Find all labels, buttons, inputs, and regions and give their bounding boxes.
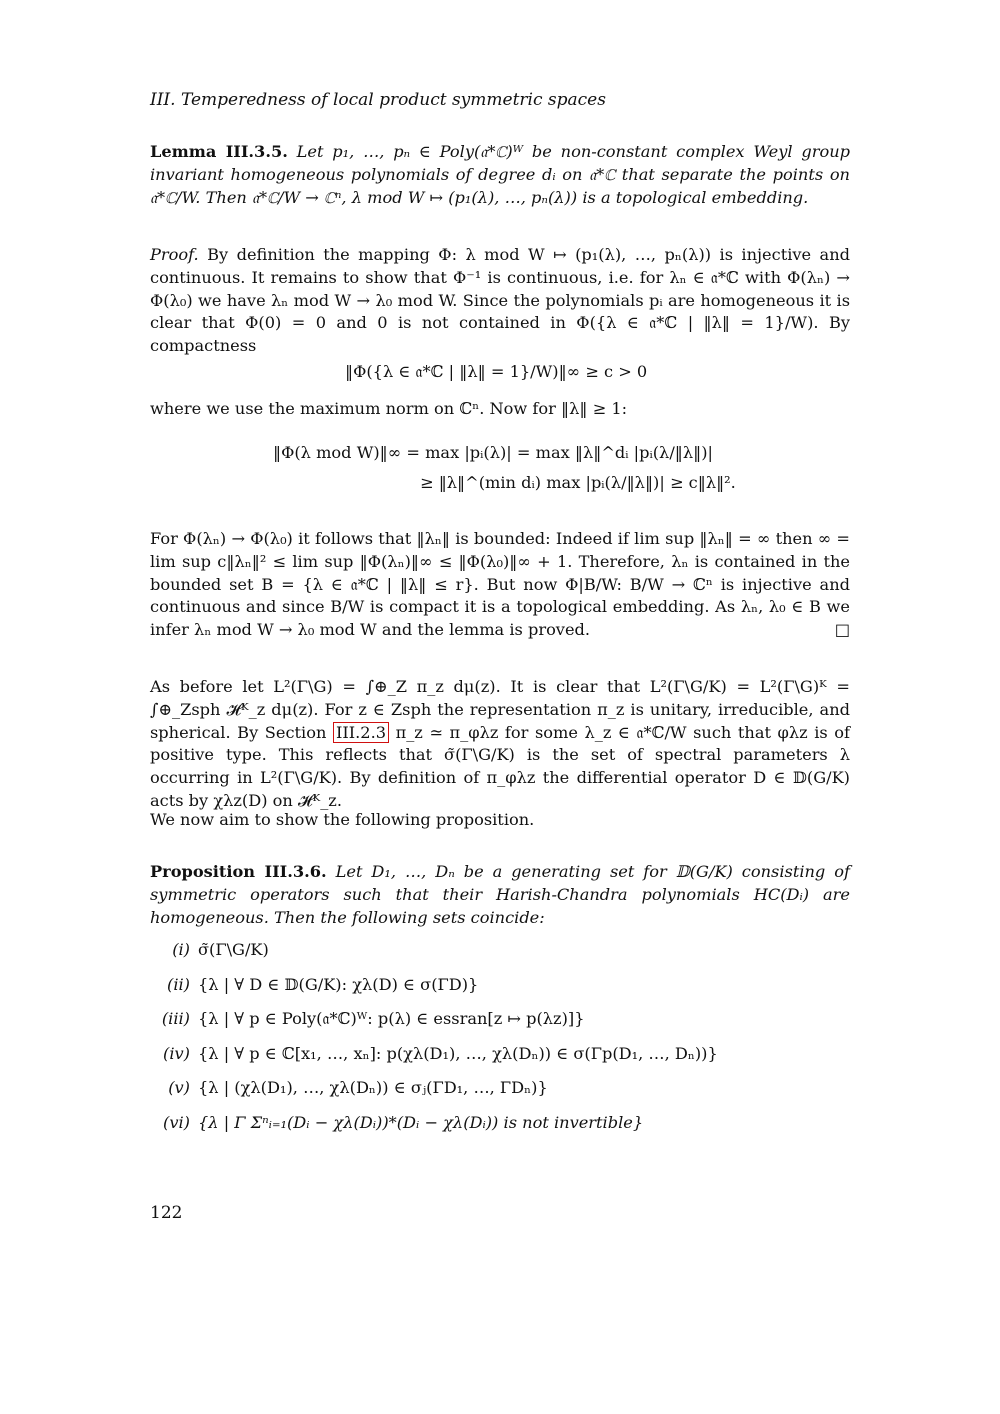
item-text: {λ | (χλ(D₁), …, χλ(Dₙ)) ∈ σⱼ(ΓD₁, …, ΓDₙ)} — [198, 1078, 548, 1097]
item-text: σ̃(Γ\G/K) — [198, 940, 269, 959]
proposition-text: Let D₁, …, Dₙ be a generating set for 𝔻(G/K) consisting of symmetric operators such that their Harish-Chandra polynomials HC(Dᵢ) are homogeneous. Then the following sets coincide: — [150, 862, 850, 927]
item-text: {λ | ∀ p ∈ ℂ[x₁, …, xₙ]: p(χλ(D₁), …, χλ(Dₙ)) ∈ σ(Γp(D₁, …, Dₙ))} — [198, 1043, 718, 1063]
equation-norm-line-2: ≥ ‖λ‖^(min dᵢ) max |pᵢ(λ/‖λ‖)| ≥ c‖λ‖². — [420, 473, 736, 492]
running-header: III. Temperedness of local product symmetric spaces — [150, 90, 606, 110]
proof-paragraph-1 — [150, 244, 850, 358]
proof-label: Proof. — [150, 245, 199, 264]
proof-text-1: By definition the mapping Φ: λ mod W ↦ (p₁(λ), …, pₙ(λ)) is injective and continuous. It remains to show that Φ⁻¹ is continuous, i.e. for λₙ ∈ 𝔞*ℂ with Φ(λₙ) → Φ(λ₀) we have λₙ mod W → λ₀ mod W. Since the polynomials pᵢ are homogeneous it is clear that Φ(0) = 0 and 0 is not contained in Φ({λ ∈ 𝔞*ℂ | ‖λ‖ = 1}/W). By compactness — [150, 245, 850, 356]
proof-paragraph-2: where we use the maximum norm on ℂⁿ. Now for ‖λ‖ ≥ 1: — [150, 399, 628, 418]
proposition-block — [150, 861, 850, 929]
item-label: (ii) — [167, 974, 190, 994]
proof-paragraph-3 — [150, 528, 850, 642]
item-label: (v) — [168, 1078, 190, 1097]
lemma-block — [150, 141, 850, 209]
lemma-label: Lemma III.3.5. — [150, 142, 288, 161]
proof-text-3: For Φ(λₙ) → Φ(λ₀) it follows that ‖λₙ‖ is bounded: Indeed if lim sup ‖λₙ‖ = ∞ then ∞ = lim sup c‖λₙ‖² ≤ lim sup ‖Φ(λₙ)‖∞ ≤ ‖Φ(λ₀)‖∞ + 1. Therefore, λₙ is contained in the bounded set B = {λ ∈ 𝔞*ℂ | ‖λ‖ ≤ r}. But now Φ|B/W: B/W → ℂⁿ is injective and continuous and since B/W is compact it is a topological embedding. As λₙ, λ₀ ∈ B we infer λₙ mod W → λ₀ mod W and the lemma is proved. — [150, 529, 850, 640]
item-label: (vi) — [163, 1112, 190, 1132]
item-label: (iii) — [161, 1009, 190, 1028]
item-label: (i) — [172, 940, 190, 959]
item-text: {λ | ∀ p ∈ Poly(𝔞*ℂ)ᵂ: p(λ) ∈ essran[z ↦ p(λz)]} — [198, 1009, 585, 1028]
proposition-label: Proposition III.3.6. — [150, 862, 327, 881]
list-item — [150, 1044, 850, 1079]
list-item — [150, 975, 850, 1010]
item-text: {λ | ∀ D ∈ 𝔻(G/K): χλ(D) ∈ σ(ΓD)} — [198, 974, 479, 994]
lemma-text: Let p₁, …, pₙ ∈ Poly(𝔞*ℂ)ᵂ be non-constant complex Weyl group invariant homogeneous polynomials of degree dᵢ on 𝔞*ℂ that separate the points on 𝔞*ℂ/W. Then 𝔞*ℂ/W → ℂⁿ, λ mod W ↦ (p₁(λ), …, pₙ(λ)) is a topological embedding. — [150, 142, 850, 207]
list-item — [150, 1113, 850, 1148]
section-reference-link[interactable]: III.2.3 — [333, 722, 389, 743]
list-item — [150, 940, 850, 975]
aim-sentence: We now aim to show the following proposition. — [150, 810, 535, 829]
page-number: 122 — [150, 1203, 183, 1223]
equation-compactness: ‖Φ({λ ∈ 𝔞*ℂ | ‖λ‖ = 1}/W)‖∞ ≥ c > 0 — [345, 362, 648, 381]
spectral-text-after: π_z ≃ π_φλz for some λ_z ∈ 𝔞*ℂ/W such that φλz is of positive type. This reflects that σ̃(Γ\G/K) is the set of spectral parameters λ occurring in L²(Γ\G/K). By definition of π_φλz the differential operator D ∈ 𝔻(G/K) acts by χλz(D) on 𝓗ᴷ_z. — [150, 722, 850, 810]
qed-symbol: □ — [834, 620, 850, 640]
item-text: {λ | Γ Σⁿᵢ₌₁(Dᵢ − χλ(Dᵢ))*(Dᵢ − χλ(Dᵢ)) is not invertible} — [198, 1112, 644, 1132]
list-item — [150, 1009, 850, 1044]
spectral-text-before: As before let L²(Γ\G) = ∫⊕_Z π_z dμ(z). It is clear that L²(Γ\G/K) = L²(Γ\G)ᴷ = ∫⊕_Zsph 𝓗ᴷ_z dμ(z). For z ∈ Zsph the representation π_z is unitary, irreducible, and spherical. By Section — [150, 677, 850, 742]
spectral-paragraph — [150, 676, 850, 813]
equation-norm-line-1: ‖Φ(λ mod W)‖∞ = max |pᵢ(λ)| = max ‖λ‖^dᵢ |pᵢ(λ/‖λ‖)| — [273, 443, 713, 462]
page — [150, 0, 850, 1223]
list-item — [150, 1078, 850, 1113]
proposition-items — [150, 940, 850, 1147]
item-label: (iv) — [163, 1043, 190, 1063]
